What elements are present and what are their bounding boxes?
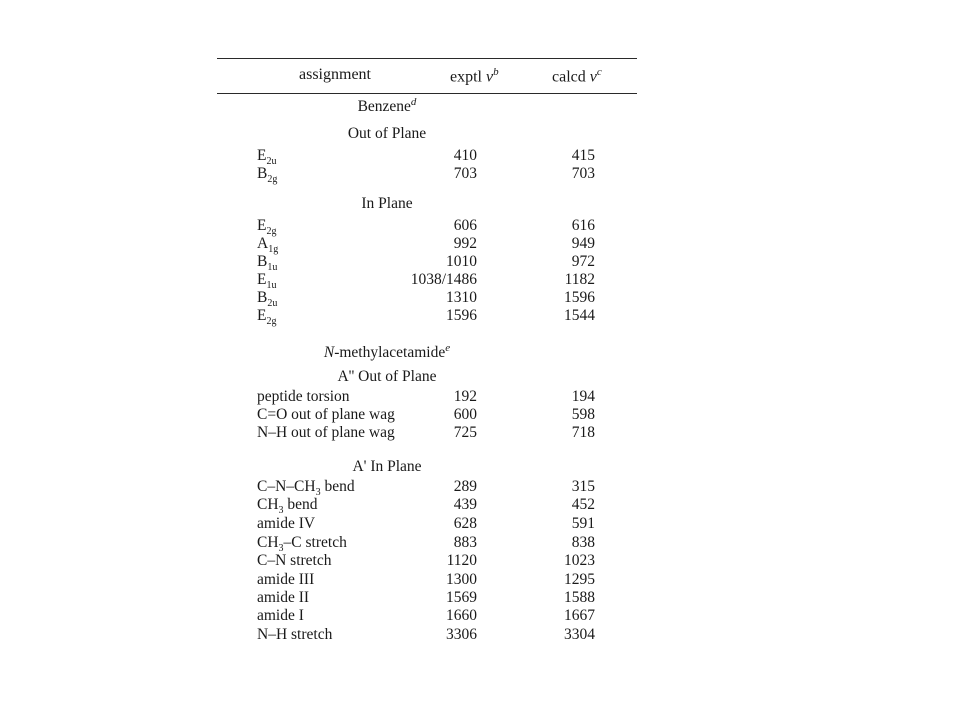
row-exptl: 1300 (446, 571, 477, 588)
row-exptl: 1310 (446, 289, 477, 306)
symmetry-subscript: 1u (267, 262, 278, 274)
section-title-italic: N (323, 344, 335, 362)
row-exptl: 439 (453, 496, 477, 513)
symmetry-subscript: 2g (266, 226, 277, 238)
section-title-n-methylacetamide (217, 342, 557, 362)
row-exptl: 606 (453, 217, 477, 234)
row-calcd: 1588 (564, 589, 595, 606)
row-exptl: 628 (453, 515, 477, 532)
row-exptl: 703 (453, 165, 477, 182)
row-calcd: 949 (571, 235, 595, 252)
footnote-marker: b (493, 66, 499, 78)
row-calcd: 1182 (564, 271, 595, 288)
table-row (217, 424, 637, 442)
table-row (217, 217, 637, 238)
assignment-text: amide IV (257, 515, 316, 532)
row-assignment (257, 626, 332, 646)
table-row (217, 271, 637, 292)
assignment-text: amide II (257, 589, 310, 606)
row-calcd: 194 (571, 388, 595, 405)
row-calcd: 718 (571, 424, 595, 441)
assignment-text: CH (257, 534, 279, 551)
section-title-benzene (217, 96, 557, 116)
row-exptl: 1596 (446, 307, 477, 324)
table-row (217, 496, 637, 517)
table-row (217, 534, 637, 555)
footnote-marker: d (410, 96, 417, 108)
assignment-text: CH (257, 496, 279, 513)
row-calcd: 3304 (564, 626, 595, 643)
section-title-text: Benzene (357, 98, 411, 116)
row-assignment (257, 515, 315, 535)
assignment-subscript: 3 (278, 543, 284, 555)
table-row (217, 515, 637, 533)
header-assignment (299, 66, 371, 84)
row-calcd: 591 (571, 515, 595, 532)
subsection-title-text: A'' Out of Plane (337, 368, 437, 385)
assignment-text-suffix: bend (283, 496, 318, 513)
row-assignment (257, 552, 331, 572)
row-assignment: C=O out of plane wag (257, 406, 395, 423)
row-calcd: 1023 (564, 552, 595, 569)
table-header-rule (217, 93, 637, 94)
table-row (217, 253, 637, 274)
row-exptl: 1660 (446, 607, 477, 624)
subsection-title-text: In Plane (361, 195, 413, 212)
row-assignment (257, 165, 277, 185)
assignment-subscript: 3 (278, 505, 284, 517)
row-calcd: 1544 (564, 307, 595, 324)
symmetry-subscript: 2g (266, 316, 277, 328)
row-calcd: 452 (571, 496, 595, 513)
footnote-marker: c (596, 66, 602, 78)
subsection-benzene-in-plane (217, 195, 557, 213)
row-exptl: 410 (453, 147, 477, 164)
assignment-text-suffix: –C stretch (283, 534, 347, 551)
symmetry-subscript: 2u (266, 156, 277, 168)
row-assignment: peptide torsion (257, 388, 350, 405)
symmetry-subscript: 2u (267, 298, 278, 310)
row-assignment (257, 607, 304, 627)
header-exptl-text: exptl (450, 68, 486, 86)
row-calcd: 1295 (564, 571, 595, 588)
table-row (217, 147, 637, 168)
row-calcd: 838 (571, 534, 595, 551)
table-row (217, 552, 637, 570)
symmetry-subscript: 1g (268, 244, 279, 256)
symmetry-symbol: A (257, 235, 269, 252)
table-row (217, 589, 637, 607)
symmetry-subscript: 1u (266, 280, 277, 292)
table-row (217, 626, 637, 644)
symmetry-subscript: 2g (267, 174, 278, 186)
section-title-text: -methylacetamide (334, 344, 446, 362)
row-assignment: N–H out of plane wag (257, 424, 395, 441)
footnote-marker: e (445, 342, 451, 354)
table-row (217, 478, 637, 499)
table-row (217, 388, 637, 406)
row-assignment (257, 496, 318, 516)
symmetry-symbol: B (257, 165, 268, 182)
table-row (217, 571, 637, 589)
row-exptl: 1569 (446, 589, 477, 606)
symmetry-symbol: B (257, 253, 268, 270)
assignment-text: C–N–CH (257, 478, 316, 495)
assignment-text: C–N stretch (257, 552, 332, 569)
row-exptl: 992 (453, 235, 477, 252)
header-assignment-text: assignment (299, 66, 371, 83)
row-exptl: 883 (453, 534, 477, 551)
header-calcd-text: calcd (552, 68, 590, 86)
header-calcd-symbol: ν (589, 68, 597, 86)
row-exptl: 289 (453, 478, 477, 495)
table-top-rule (217, 58, 637, 59)
row-calcd: 972 (571, 253, 595, 270)
row-exptl: 192 (453, 388, 477, 405)
row-calcd: 415 (571, 147, 595, 164)
row-calcd: 315 (571, 478, 595, 495)
row-calcd: 616 (571, 217, 595, 234)
table-row (217, 289, 637, 310)
row-calcd: 1596 (564, 289, 595, 306)
row-calcd: 703 (571, 165, 595, 182)
assignment-text: amide I (257, 607, 304, 624)
subsection-nma-out-of-plane (217, 368, 557, 386)
row-assignment (257, 307, 276, 327)
table-row (217, 607, 637, 625)
header-exptl (450, 66, 499, 86)
row-exptl: 1010 (446, 253, 477, 270)
table-row (217, 235, 637, 256)
assignment-text-suffix: bend (320, 478, 355, 495)
header-calcd (552, 66, 602, 86)
symmetry-symbol: E (257, 147, 267, 164)
row-calcd: 598 (571, 406, 595, 423)
symmetry-symbol: E (257, 307, 267, 324)
row-exptl: 725 (453, 424, 477, 441)
subsection-title-text: A' In Plane (352, 458, 422, 475)
symmetry-symbol: E (257, 217, 267, 234)
symmetry-symbol: E (257, 271, 267, 288)
row-exptl: 3306 (446, 626, 477, 643)
table-row (217, 165, 637, 186)
row-exptl: 1038/1486 (410, 271, 477, 288)
assignment-subscript: 3 (315, 487, 321, 499)
row-exptl: 600 (453, 406, 477, 423)
assignment-text: amide III (257, 571, 315, 588)
assignment-text: N–H stretch (257, 626, 333, 643)
subsection-title-text: Out of Plane (347, 125, 427, 142)
symmetry-symbol: B (257, 289, 268, 306)
subsection-benzene-out-of-plane (217, 125, 557, 143)
table-row (217, 307, 637, 328)
subsection-nma-in-plane (217, 458, 557, 476)
row-exptl: 1120 (446, 552, 477, 569)
row-calcd: 1667 (564, 607, 595, 624)
header-exptl-symbol: ν (486, 68, 494, 86)
table-row (217, 406, 637, 424)
